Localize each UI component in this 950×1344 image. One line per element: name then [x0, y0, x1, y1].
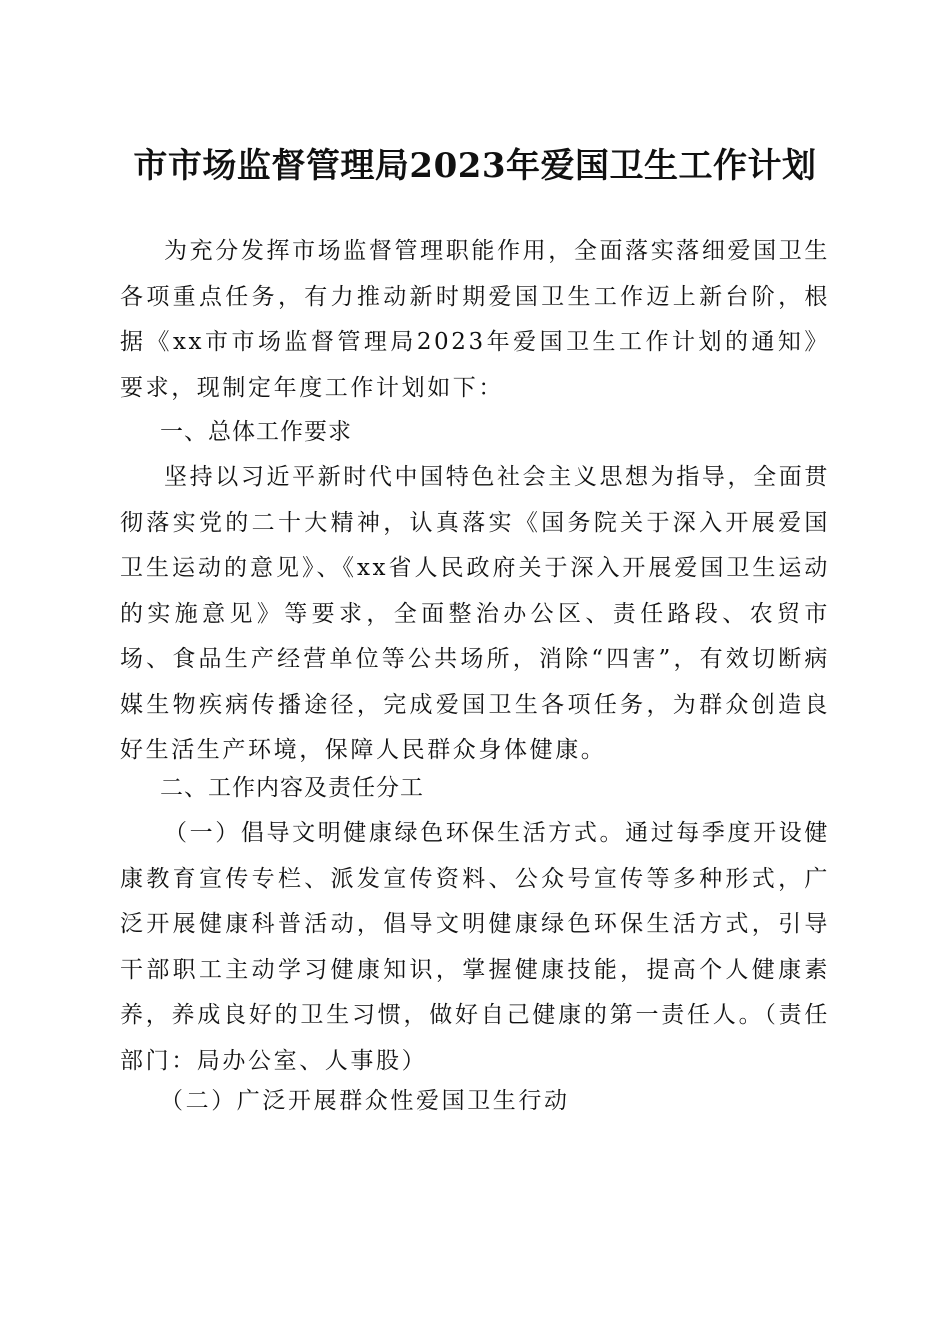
section-2-item-1: （一）倡导文明健康绿色环保生活方式。通过每季度开设健康教育宣传专栏、派发宣传资料、公众号宣传等多种形式，广泛开展健康科普活动，倡导文明健康绿色环保生活方式，引导干部职工主动学习健康知识，掌握健康技能，提高个人健康素养，养成良好的卫生习惯，做好自己健康的第一责任人。（责任部门：局办公室、人事股）	[120, 820, 830, 1074]
section-1-heading: 一、总体工作要求	[160, 419, 352, 445]
intro-paragraph: 为充分发挥市场监督管理职能作用，全面落实落细爱国卫生各项重点任务，有力推动新时期爱国卫生工作迈上新台阶，根据《xx市市场监督管理局2023年爱国卫生工作计划的通知》要求，现制定年度工作计划如下：	[120, 238, 830, 401]
section-2-item-2: （二）广泛开展群众性爱国卫生行动	[160, 1088, 570, 1114]
section-1-body: 坚持以习近平新时代中国特色社会主义思想为指导，全面贯彻落实党的二十大精神，认真落实《国务院关于深入开展爱国卫生运动的意见》、《xx省人民政府关于深入开展爱国卫生运动的实施意见》等要求，全面整治办公区、责任路段、农贸市场、食品生产经营单位等公共场所，消除“四害”，有效切断病媒生物疾病传播途径，完成爱国卫生各项任务，为群众创造良好生活生产环境，保障人民群众身体健康。	[120, 464, 830, 763]
document-title: 市市场监督管理局2023年爱国卫生工作计划	[133, 146, 817, 186]
section-2-heading: 二、工作内容及责任分工	[160, 775, 424, 801]
